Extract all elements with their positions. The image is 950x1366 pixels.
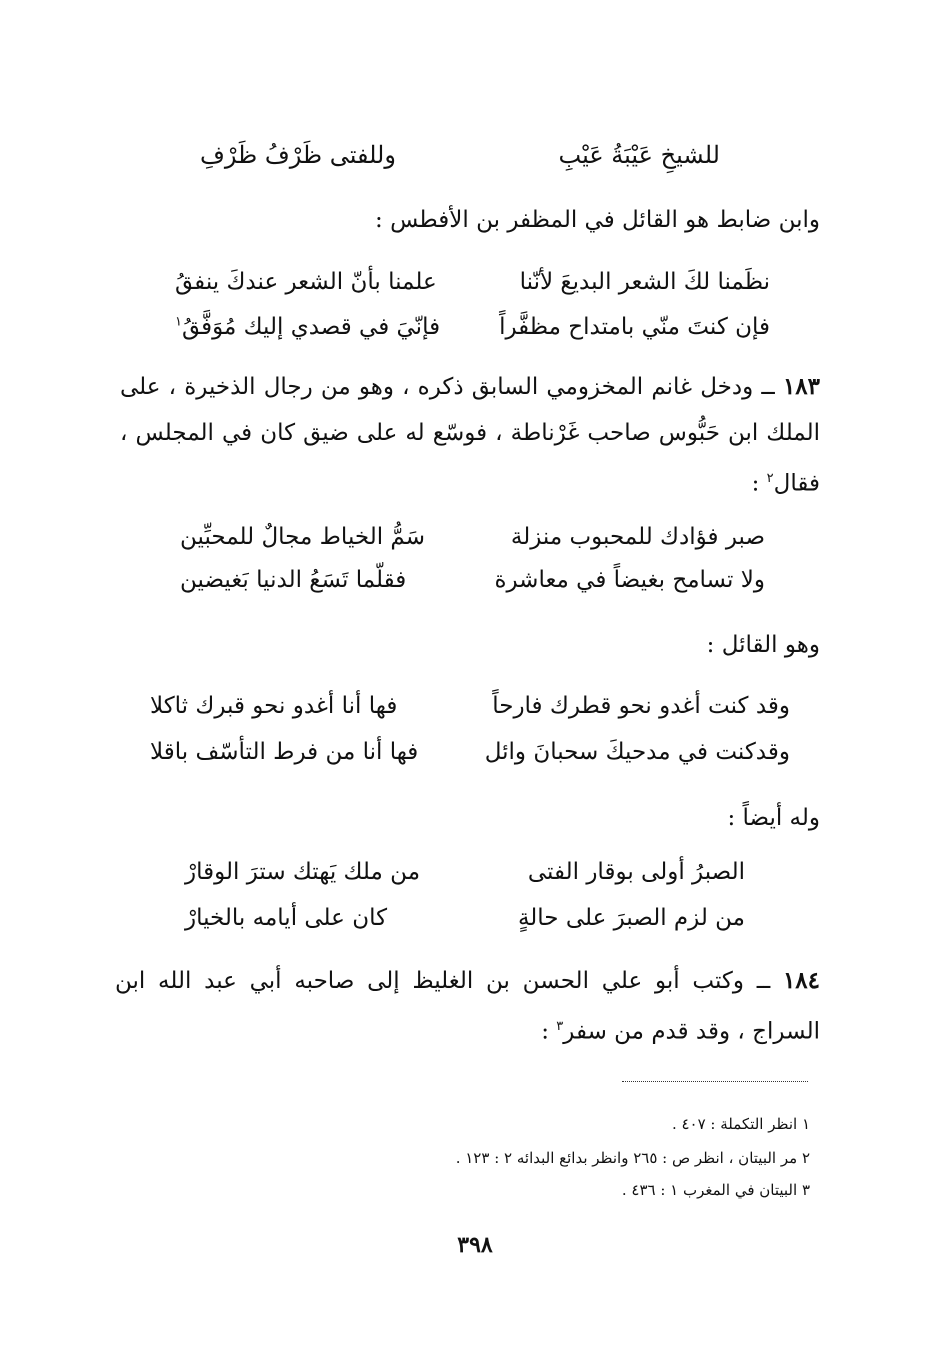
- hemistich-a: فإن كنتَ منّي بامتداح مظفَّراً: [499, 314, 770, 340]
- hemistich-b: علمنا بأنّ الشعر عندكَ ينفقُ: [175, 269, 437, 295]
- hemistich-a: وقد كنت أغدو نحو قطرك فارحاً: [492, 693, 790, 719]
- intro-paragraph-3: وله أيضاً :: [727, 805, 820, 831]
- poem-3-line-1: [150, 684, 790, 728]
- section-183: ١٨٣ ــ ودخل غانم المخزومي السابق ذكره ، وهو من رجال الذخيرة ، على الملك ابن حَبُّوس صاحب غَرْناطة ، فوسّع له على ضيق كان في المجلس ، فقال$^٢$ :: [120, 373, 821, 497]
- footnote-marker: ٢: [766, 471, 774, 486]
- poem-4-line-1: [185, 850, 745, 894]
- section-text: ــ وكتب أبو علي الحسن بن الغليظ إلى صاحبه أبي عبد الله ابن السراج ، وقد قدم من سفر: [115, 968, 820, 1045]
- section-number: ١٨٣: [782, 373, 821, 400]
- poem-2-line-2: [180, 558, 765, 602]
- poem-3-line-2: [150, 730, 790, 774]
- hemistich-b: فها أنا من فرط التأسّف باقلا: [150, 739, 419, 765]
- hemistich-a: الصبرُ أولى بوقار الفتى: [527, 859, 745, 885]
- hemistich-a: صبر فؤادك للمحبوب منزلة: [510, 524, 765, 550]
- footnote-3: ٣ البيتان في المغرب ١ : ٤٣٦ .: [621, 1181, 810, 1199]
- opening-verse-left: وللفتى ظَرْفُ ظَرْفِ: [200, 141, 396, 169]
- footnote-divider: [622, 1081, 808, 1082]
- opening-verse: [200, 130, 720, 180]
- section-184: ١٨٤ ــ وكتب أبو علي الحسن بن الغليظ إلى صاحبه أبي عبد الله ابن السراج ، وقد قدم من سفر$^٣$ :: [115, 967, 820, 1045]
- hemistich-a: من لزم الصبرَ على حالةٍ: [517, 905, 745, 931]
- hemistich-b: من ملك يَهتك سترَ الوقارْ: [185, 859, 421, 885]
- poem-2-line-1: [180, 515, 765, 559]
- hemistich-a: وقدكنت في مدحيكَ سحبانَ وائل: [484, 739, 790, 765]
- poem-1-line-1: [175, 260, 770, 304]
- footnote-1: ١ انظر التكملة : ٤٠٧ .: [671, 1115, 810, 1133]
- hemistich-b: فإنّيَ في قصدي إليك مُوَفَّقُ: [181, 314, 441, 340]
- hemistich-a: نظَمنا لكَ الشعر البديعَ لأنّنا: [519, 269, 770, 295]
- opening-verse-right: للشيخِ عَيْبَةُ عَيْبِ: [558, 141, 720, 169]
- hemistich-b: فها أنا أغدو نحو قبرك ثاكلا: [150, 693, 398, 719]
- footnote-marker: ٣: [556, 1019, 564, 1034]
- hemistich-b: فقلّما تَسَعُ الدنيا بَغيضين: [180, 567, 407, 593]
- footnote-marker: ١: [175, 314, 182, 330]
- intro-paragraph-1: وابن ضابط هو القائل في المظفر بن الأفطس :: [375, 207, 820, 233]
- section-number: ١٨٤: [782, 967, 820, 994]
- hemistich-b: سَمُّ الخياط مجالٌ للمحبِّين: [180, 524, 426, 550]
- page-number: ٣٩٨: [457, 1232, 493, 1258]
- poem-4-line-2: [185, 896, 745, 940]
- section-text: ــ ودخل غانم المخزومي السابق ذكره ، وهو من رجال الذخيرة ، على الملك ابن حَبُّوس صاحب غَرْناطة ، فوسّع له على ضيق كان في المجلس ، فقال: [120, 374, 820, 497]
- intro-paragraph-2: وهو القائل :: [706, 632, 820, 658]
- poem-1-line-2: [175, 305, 770, 349]
- footnote-2: ٢ مر البيتان ، انظر ص : ٢٦٥ وانظر بدائع البدائه ٢ : ١٢٣ .: [455, 1149, 810, 1167]
- hemistich-a: ولا تسامح بغيضاً في معاشرة: [494, 567, 765, 593]
- hemistich-b: كان على أيامه بالخيارْ: [185, 905, 388, 931]
